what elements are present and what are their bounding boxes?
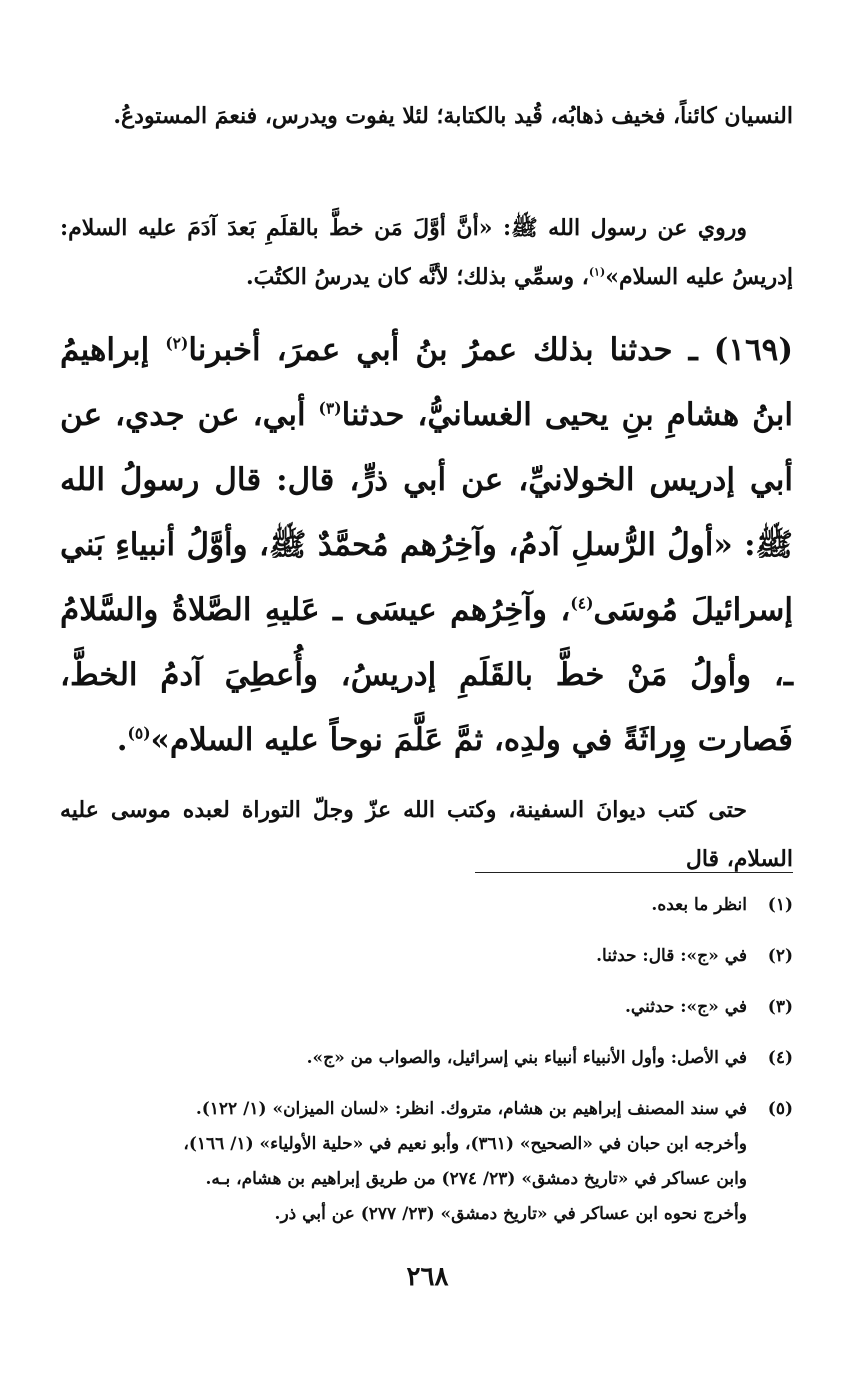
narration-text-end: ، وسمِّي بذلك؛ لأنَّه كان يدرسُ الكتُبَ. <box>245 264 589 290</box>
hadith-text-4: ، وآخِرُهم عيسَى ـ عَليهِ الصَّلاةُ والسَّلامُ ـ، وأولُ مَنْ خطَّ بالقَلَمِ إدريسُ، وأُعطِيَ آدمُ الخطَّ، فَصارت وِراثَةً في ولدِه، ثمَّ عَلَّمَ نوحاً عليه السلام» <box>60 592 793 758</box>
hadith-paragraph <box>60 318 793 773</box>
footnote-separator <box>475 872 793 873</box>
footnote-ref-2[interactable]: (٢) <box>165 333 189 353</box>
hadith-number: (١٦٩) <box>713 332 793 368</box>
footnote-line: وأخرج نحوه ابن عساكر في «تاريخ دمشق» (٢٣/ ٢٧٧) عن أبي ذر. <box>274 1204 747 1224</box>
footnote-line: انظر ما بعده. <box>651 895 747 915</box>
footnote-line: في الأصل: وأول الأنبياء أنبياء بني إسرائيل، والصواب من «ج». <box>306 1048 747 1068</box>
footnote-body <box>60 888 747 923</box>
footnote-line: في «ج»: حدثني. <box>624 997 747 1017</box>
footnote-item <box>60 1041 793 1076</box>
footnote-number: (٤) <box>767 1048 793 1068</box>
footnote-line: في «ج»: قال: حدثنا. <box>596 946 747 966</box>
footnote-line: في سند المصنف إبراهيم بن هشام، متروك. انظر: «لسان الميزان» (١/ ١٢٢). <box>195 1099 747 1119</box>
footnote-number: (١) <box>767 895 793 915</box>
footnotes-section <box>60 888 793 1248</box>
footnote-body <box>60 1041 747 1076</box>
page-number: ٢٦٨ <box>406 1262 449 1292</box>
footnote-number: (٢) <box>767 946 793 966</box>
footnote-line: وأخرجه ابن حبان في «الصحيح» (٣٦١)، وأبو نعيم في «حلية الأولياء» (١/ ١٦٦)، <box>183 1134 747 1154</box>
footnote-item <box>60 939 793 974</box>
footnote-item <box>60 888 793 923</box>
intro-paragraph <box>60 92 793 141</box>
footnote-ref-1[interactable]: (١) <box>588 265 606 279</box>
hadith-text-3: أبي، عن جدي، عن أبي إدريس الخولانيِّ، عن أبي ذرٍّ، قال: قال رسولُ الله ﷺ: «أولُ الرُّسلِ آدمُ، وآخِرُهم مُحمَّدٌ ﷺ، وأوَّلُ أنبياءِ بَني إسرائيلَ مُوسَى <box>60 397 793 628</box>
hadith-text-5: . <box>116 722 128 758</box>
footnote-number: (٥) <box>767 1099 793 1119</box>
footnote-ref-3[interactable]: (٣) <box>318 398 342 418</box>
footnote-ref-4[interactable]: (٤) <box>570 593 594 613</box>
continuation-text: حتى كتب ديوانَ السفينة، وكتب الله عزّ وجلّ التوراة لعبده موسى عليه السلام، قال <box>60 797 793 872</box>
footnote-body <box>60 1092 747 1232</box>
intro-text: النسيان كائناً، فخيف ذهابُه، قُيد بالكتابة؛ لئلا يفوت ويدرس، فنعمَ المستودعُ. <box>113 103 793 129</box>
footnote-item <box>60 1092 793 1232</box>
footnote-body <box>60 990 747 1025</box>
hadith-text-2: إبراهيمُ ابنُ هشامِ بنِ يحيى الغسانيُّ، حدثنا <box>60 332 793 433</box>
narration-text: وروي عن رسول الله ﷺ: «أنَّ أوَّلَ مَن خطَّ بالقلَمِ بَعدَ آدَمَ عليه السلام: إدريسُ عليه السلام» <box>60 215 793 290</box>
footnote-line: وابن عساكر في «تاريخ دمشق» (٢٣/ ٢٧٤) من طريق إبراهيم بن هشام، بـه. <box>205 1169 747 1189</box>
continuation-paragraph <box>60 786 793 884</box>
footnote-item <box>60 990 793 1025</box>
footnote-number: (٣) <box>767 997 793 1017</box>
footnote-body <box>60 939 747 974</box>
hadith-text-1: ـ حدثنا بذلك عمرُ بنُ أبي عمرَ، أخبرنا <box>188 332 714 368</box>
narration-paragraph <box>60 204 793 302</box>
footnote-ref-5[interactable]: (٥) <box>127 723 151 743</box>
